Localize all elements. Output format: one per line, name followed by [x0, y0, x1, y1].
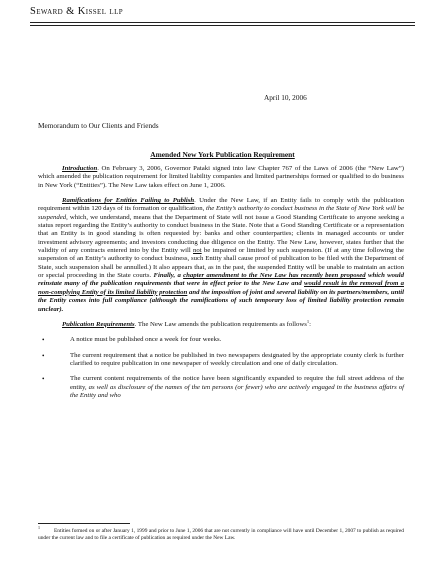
- ramifications-text: , which, we understand, means that the Department of State will not issue a Good Standing Certificate to anyone seeking a status report regarding the Entity’s authority to conduct business in the State. Note that a Good Standing Certificate or a representation that an Entity is in good standing is often requested by: banks and other counterparties; clients in managed accounts or under investment advisory agreements; and investors conducting due diligence on the Entity. The New Law, however, states further that the validity of any contracts entered into by the Entity will: [38, 213, 404, 255]
- ramifications-heading: Ramifications for Entities Failing to Publish: [62, 197, 195, 205]
- ramifications-bold-underlined: would result in the removal from a non-complying Entity of its limited liability protection: [38, 280, 404, 296]
- publication-heading: Publication Requirements: [62, 320, 135, 328]
- ramifications-bold: which would reinstate many of the publication requirements that were in effect prior to the New Law and: [38, 272, 404, 288]
- ramifications-bold: Finally, a: [153, 272, 184, 280]
- memo-body: [38, 165, 404, 407]
- bullet-text: A notice must be published once a week for four weeks.: [70, 336, 222, 344]
- memo-title: Amended New York Publication Requirement: [150, 150, 295, 159]
- ramifications-italic: the Entity’s authority to conduct business in the State of New York will be suspended: [38, 205, 404, 221]
- intro-heading: Introduction: [62, 165, 98, 172]
- firm-name: Seward & Kissel llp: [30, 6, 124, 17]
- bullet-text: The current requirement that a notice be published in two newspapers designated by the appropriate county clerk is further clarified to require publication in one newspaper of weekly circulation and one of daily circulation.: [70, 351, 404, 367]
- publication-colon: :: [309, 320, 312, 328]
- ramifications-text: be impaired or limited by such suspension. (If at any time following the suspension of an Entity’s authority to conduct business, such Entity shall cause proof of publication to be filed with the Department of State, such suspension shall be annulled.) It also appears that, as in the past, the suspended Entity will be unable to maintain an action or special proceeding in the State courts.: [38, 247, 404, 280]
- bullet-text: The current content requirements of the notice have been significantly expanded to require the full street address of the entity,: [70, 375, 404, 391]
- header-rule: [30, 22, 415, 23]
- ramifications-text: . Under the New Law, if an Entity fails to comply with the publication requirement within 120 days of its formation or qualification,: [38, 197, 404, 213]
- ramifications-underlined: not: [193, 247, 202, 255]
- intro-paragraph: [38, 165, 404, 190]
- ramifications-bold: and the imposition of joint and several liability on its partners/members, until the Entity comes into full compliance (although the ramifications of such temporary loss of limited liability protection remain unclear).: [38, 288, 404, 313]
- bullet-item: [38, 336, 404, 344]
- bullet-italic-text: as well as disclosure of the names of the ten persons (or fewer) who are actively engaged in the business affairs of the Entity and who: [70, 383, 405, 399]
- bullet-item: [38, 375, 404, 400]
- memo-recipients: Memorandum to Our Clients and Friends: [38, 121, 159, 130]
- bullet-item: [38, 352, 404, 369]
- footnote-rule: [38, 523, 130, 524]
- publication-paragraph: [38, 318, 404, 329]
- footnote-text: Entities formed on or after January 1, 1999 and prior to June 1, 2006 that are not currently in compliance will have until December 1, 2007 to publish as required under the current law and to file a certificate of publication as required under the New Law.: [38, 528, 404, 541]
- ramifications-bold-underlined: chapter amendment to the New Law has recently been proposed: [183, 272, 366, 280]
- intro-text: . On February 3, 2006, Governor Pataki signed into law Chapter 767 of the Laws of 2006 (the “New Law”) which amended the publication requirement for limited liability companies and limited partnerships formed or qualified to do business in New York (“Entities”). The New Law takes effect on June 1, 2006.: [38, 165, 404, 189]
- footnote-mark: 1: [38, 525, 40, 531]
- footnote-reference[interactable]: 1: [306, 318, 310, 324]
- bullet-icon: •: [42, 351, 45, 360]
- footnote: [38, 525, 404, 541]
- ramifications-paragraph: [38, 197, 404, 314]
- bullet-icon: •: [42, 375, 45, 384]
- publication-text: . The New Law amends the publication requirements as follows: [134, 320, 307, 328]
- bullet-icon: •: [42, 336, 45, 345]
- memo-date: April 10, 2006: [264, 93, 307, 102]
- header-rule-secondary: [30, 25, 415, 26]
